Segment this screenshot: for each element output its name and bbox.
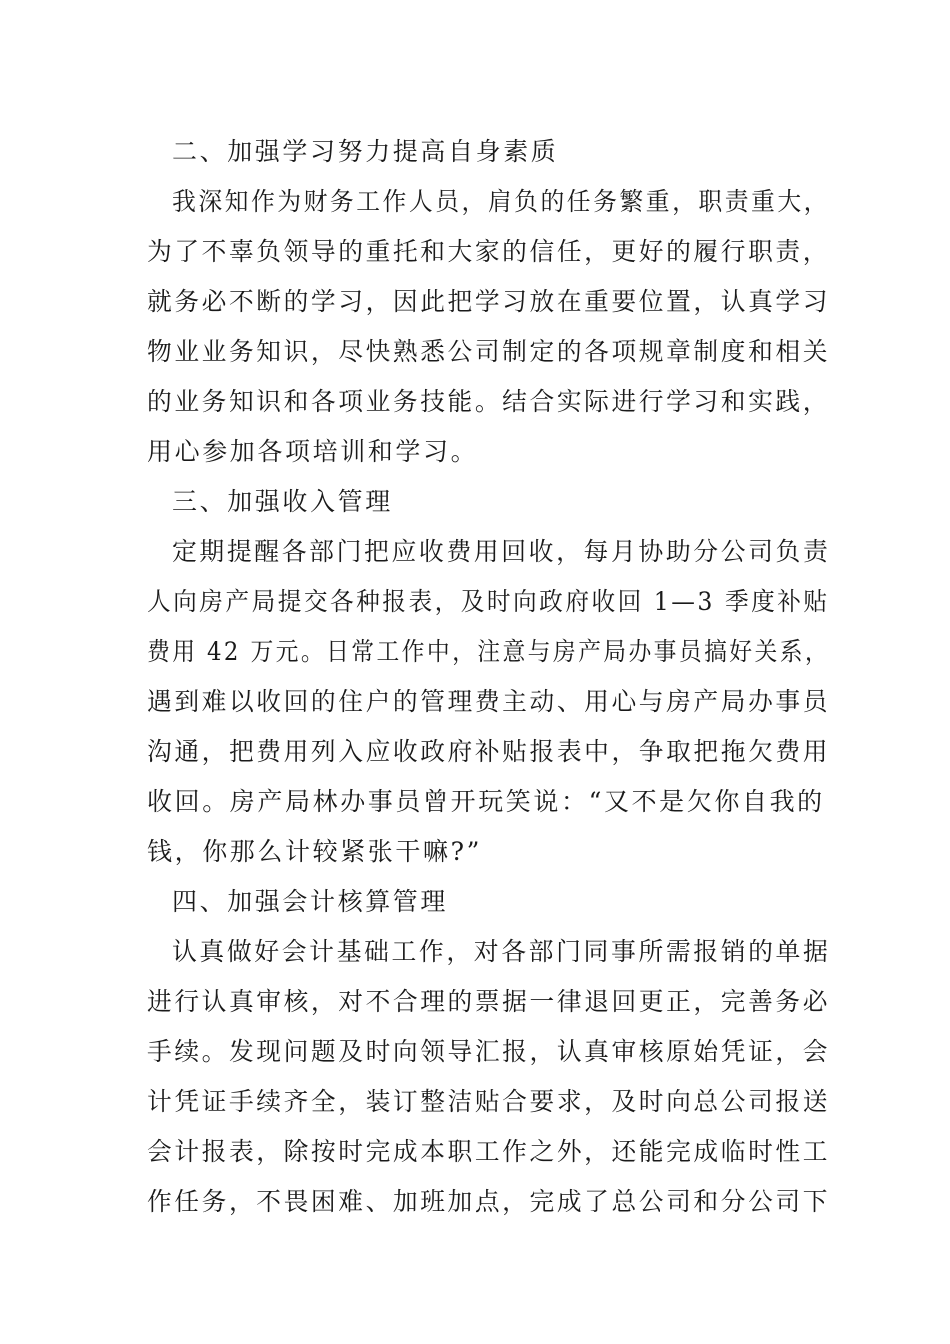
paragraph-line: 物业业务知识，尽快熟悉公司制定的各项规章制度和相关 [147, 337, 831, 366]
paragraph-line: 作任务，不畏困难、加班加点，完成了总公司和分公司下 [147, 1187, 831, 1216]
heading-section-2: 二、加强学习努力提高自身素质 [172, 137, 559, 166]
paragraph-line: 的业务知识和各项业务技能。结合实际进行学习和实践， [147, 387, 831, 416]
paragraph-line: 用心参加各项培训和学习。 [147, 437, 479, 466]
paragraph-line: 费用 42 万元。日常工作中，注意与房产局办事员搞好关系， [147, 637, 831, 666]
paragraph-line: 收回。房产局林办事员曾开玩笑说：“又不是欠你自我的 [147, 787, 825, 816]
paragraph-line: 手续。发现问题及时向领导汇报，认真审核原始凭证，会 [147, 1037, 831, 1066]
paragraph-line: 人向房产局提交各种报表，及时向政府收回 1—3 季度补贴 [147, 587, 830, 616]
paragraph-line: 钱，你那么计较紧张干嘛?” [147, 837, 482, 866]
paragraph-line: 会计报表，除按时完成本职工作之外，还能完成临时性工 [147, 1137, 831, 1166]
heading-section-3: 三、加强收入管理 [172, 487, 393, 516]
paragraph-line: 为了不辜负领导的重托和大家的信任，更好的履行职责， [147, 237, 831, 266]
paragraph-line: 计凭证手续齐全，装订整洁贴合要求，及时向总公司报送 [147, 1087, 831, 1116]
paragraph-line: 进行认真审核，对不合理的票据一律退回更正，完善务必 [147, 987, 831, 1016]
paragraph-line: 就务必不断的学习，因此把学习放在重要位置，认真学习 [147, 287, 831, 316]
paragraph-line: 遇到难以收回的住户的管理费主动、用心与房产局办事员 [147, 687, 831, 716]
heading-section-4: 四、加强会计核算管理 [172, 887, 449, 916]
paragraph-line: 沟通，把费用列入应收政府补贴报表中，争取把拖欠费用 [147, 737, 831, 766]
paragraph-line: 认真做好会计基础工作，对各部门同事所需报销的单据 [172, 937, 831, 966]
paragraph-line: 我深知作为财务工作人员，肩负的任务繁重，职责重大， [172, 187, 830, 216]
paragraph-line: 定期提醒各部门把应收费用回收，每月协助分公司负责 [172, 537, 831, 566]
